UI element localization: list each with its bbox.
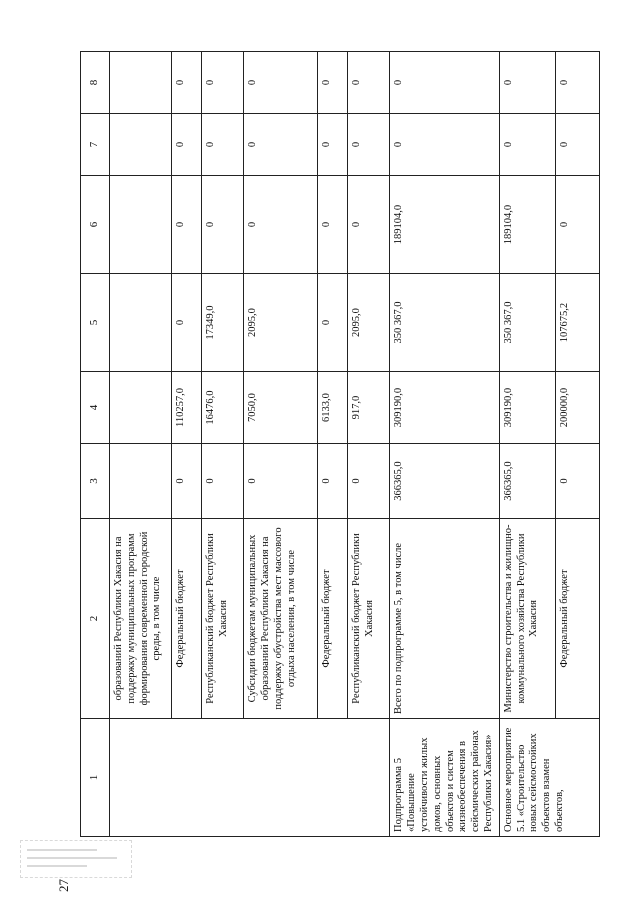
value-cell: 0 — [555, 52, 599, 114]
value-cell: 0 — [318, 274, 348, 372]
source-cell: Субсидии бюджетам муниципальных образований Республики Хакасия на поддержку обустройства мест массового отдыха населения, в том числе — [244, 519, 318, 719]
value-cell: 0 — [244, 114, 318, 176]
page-number-wrap — [28, 440, 71, 892]
faded-stamp-mark — [20, 840, 132, 878]
value-cell: 189104,0 — [499, 176, 555, 274]
value-cell: 0 — [202, 52, 244, 114]
source-cell: Всего по подпрограмме 5, в том числе — [390, 519, 500, 719]
value-cell: 366365,0 — [390, 444, 500, 519]
value-cell: 0 — [555, 444, 599, 519]
header-col-7: 7 — [81, 114, 110, 176]
value-cell: 0 — [348, 114, 390, 176]
value-cell: 16476,0 — [202, 372, 244, 444]
header-col-1: 1 — [81, 719, 110, 837]
value-cell: 309190,0 — [390, 372, 500, 444]
value-cell: 917,0 — [348, 372, 390, 444]
value-cell — [110, 372, 172, 444]
header-col-2: 2 — [81, 519, 110, 719]
value-cell: 0 — [348, 176, 390, 274]
value-cell — [110, 176, 172, 274]
source-cell: образований Республики Хакасия на поддержку муниципальных программ формирования современной городской среды, в том числе — [110, 519, 172, 719]
header-col-3: 3 — [81, 444, 110, 519]
budget-table-container — [80, 52, 600, 837]
value-cell: 0 — [499, 114, 555, 176]
value-cell: 0 — [172, 274, 202, 372]
value-cell: 0 — [555, 176, 599, 274]
value-cell — [110, 274, 172, 372]
activity-name-cell: Основное мероприятие 5.1 «Строительство новых сейсмостойких объектов взамен объектов, — [499, 719, 599, 837]
source-cell: Республиканский бюджет Республики Хакасия — [202, 519, 244, 719]
value-cell: 0 — [244, 52, 318, 114]
value-cell: 0 — [202, 176, 244, 274]
value-cell — [110, 52, 172, 114]
value-cell: 0 — [318, 444, 348, 519]
value-cell: 0 — [348, 444, 390, 519]
header-col-6: 6 — [81, 176, 110, 274]
value-cell: 0 — [390, 114, 500, 176]
value-cell: 107675,2 — [555, 274, 599, 372]
table-row — [110, 52, 172, 837]
budget-table — [80, 51, 600, 837]
header-row — [81, 52, 110, 837]
value-cell: 2095,0 — [244, 274, 318, 372]
value-cell: 0 — [172, 114, 202, 176]
value-cell: 0 — [244, 176, 318, 274]
header-col-8: 8 — [81, 52, 110, 114]
value-cell: 0 — [318, 52, 348, 114]
value-cell: 0 — [172, 444, 202, 519]
rotated-table-frame — [80, 52, 600, 837]
value-cell: 0 — [555, 114, 599, 176]
source-cell: Федеральный бюджет — [318, 519, 348, 719]
value-cell: 366365,0 — [499, 444, 555, 519]
value-cell: 0 — [499, 52, 555, 114]
table-row — [390, 52, 500, 837]
value-cell: 2095,0 — [348, 274, 390, 372]
value-cell: 0 — [202, 114, 244, 176]
source-cell: Республиканский бюджет Республики Хакасия — [348, 519, 390, 719]
source-cell: Федеральный бюджет — [172, 519, 202, 719]
value-cell: 7050,0 — [244, 372, 318, 444]
value-cell: 350 367,0 — [499, 274, 555, 372]
value-cell — [110, 114, 172, 176]
value-cell: 200000,0 — [555, 372, 599, 444]
value-cell: 0 — [172, 176, 202, 274]
value-cell — [110, 444, 172, 519]
value-cell: 0 — [318, 176, 348, 274]
source-cell: Федеральный бюджет — [555, 519, 599, 719]
value-cell: 110257,0 — [172, 372, 202, 444]
header-col-5: 5 — [81, 274, 110, 372]
value-cell: 6133,0 — [318, 372, 348, 444]
value-cell: 189104,0 — [390, 176, 500, 274]
program-name-cell — [110, 719, 390, 837]
page-number: 27 — [56, 879, 71, 892]
table-row — [499, 52, 555, 837]
header-col-4: 4 — [81, 372, 110, 444]
source-cell: Министерство строительства и жилищно-коммунального хозяйства Республики Хакасия — [499, 519, 555, 719]
value-cell: 0 — [348, 52, 390, 114]
value-cell: 17349,0 — [202, 274, 244, 372]
value-cell: 0 — [172, 52, 202, 114]
value-cell: 0 — [318, 114, 348, 176]
value-cell: 0 — [202, 444, 244, 519]
value-cell: 309190,0 — [499, 372, 555, 444]
value-cell: 0 — [390, 52, 500, 114]
value-cell: 0 — [244, 444, 318, 519]
value-cell: 350 367,0 — [390, 274, 500, 372]
subprogram-name-cell: Подпрограмма 5 «Повышение устойчивости жилых домов, основных объектов и систем жизнеобеспечения в сейсмических районах Республики Хакасия» — [390, 719, 500, 837]
